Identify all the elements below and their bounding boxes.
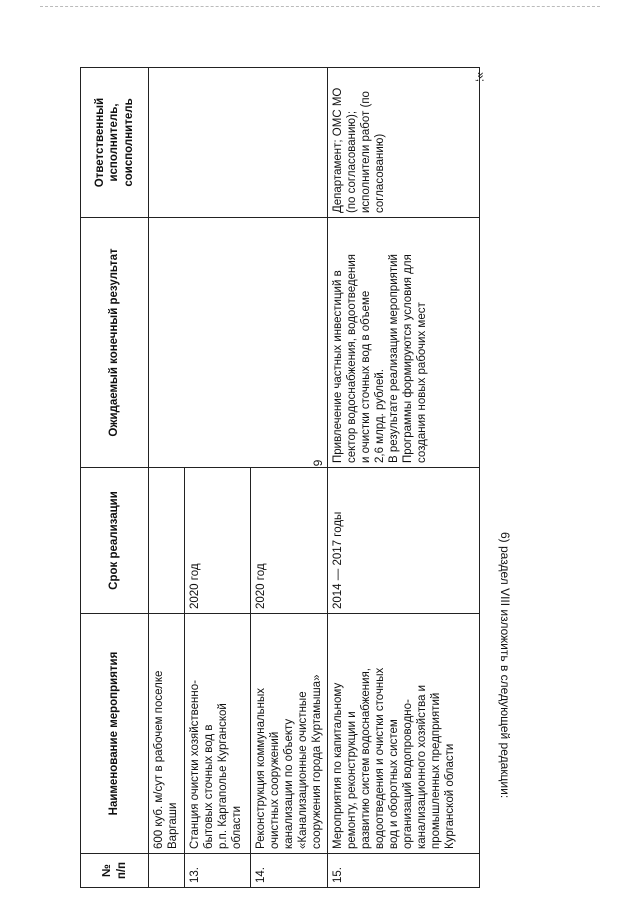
- cell-term: [149, 468, 185, 614]
- cell-num: [149, 854, 185, 888]
- header-num: № п/п: [81, 854, 149, 888]
- page-number: 6: [310, 459, 325, 467]
- cell-name: Станция очистки хозяйственно- бытовых сточных вод в р.п. Каргаполье Курганской области: [185, 614, 251, 854]
- cell-name: Мероприятия по капитальному ремонту, реконструкции и развитию систем водоснабжения, водоотведения и очистки сточных вод и оборотных систем организаций водопроводно- канализационного хозяйства и промышленных предприятий Курганской области: [328, 614, 480, 854]
- cell-result: [149, 218, 328, 468]
- cell-term: 2020 год: [251, 468, 328, 614]
- cell-executor: [149, 68, 328, 218]
- cell-result: Привлечение частных инвестиций в сектор водоснабжения, водоотведения и очистки сточных вод в объеме 2,6 млрд. рублей. В результате реализации мероприятий Программы формируются условия для создания новых рабочих мест: [328, 218, 480, 468]
- cell-num: 13.: [185, 854, 251, 888]
- header-name: Наименование мероприятия: [81, 614, 149, 854]
- table-header-row: [81, 68, 149, 888]
- header-term: Срок реализации: [81, 468, 149, 614]
- table-row: [328, 68, 480, 888]
- footer-instruction: 6) раздел VIII изложить в следующей редакции:: [498, 532, 512, 799]
- rotated-document-table: [80, 68, 478, 888]
- measures-table: [80, 67, 480, 888]
- cell-executor: Департамент; ОМС МО (по согласованию); исполнители работ (по согласованию): [328, 68, 480, 218]
- table-row: [149, 68, 185, 888]
- header-result: Ожидаемый конечный результат: [81, 218, 149, 468]
- cell-name: 600 куб. м/сут в рабочем поселке Варгаши: [149, 614, 185, 854]
- cell-term: 2014 — 2017 годы: [328, 468, 480, 614]
- scan-top-edge: [40, 6, 600, 7]
- cell-term: 2020 год: [185, 468, 251, 614]
- cell-num: 15.: [328, 854, 480, 888]
- cell-name: Реконструкция коммунальных очистных сооружений канализации по объекту «Канализационные очистные сооружения города Куртамыша»: [251, 614, 328, 854]
- cell-num: 14.: [251, 854, 328, 888]
- closing-quote: »;: [474, 72, 488, 83]
- header-executor: Ответственный исполнитель, соисполнитель: [81, 68, 149, 218]
